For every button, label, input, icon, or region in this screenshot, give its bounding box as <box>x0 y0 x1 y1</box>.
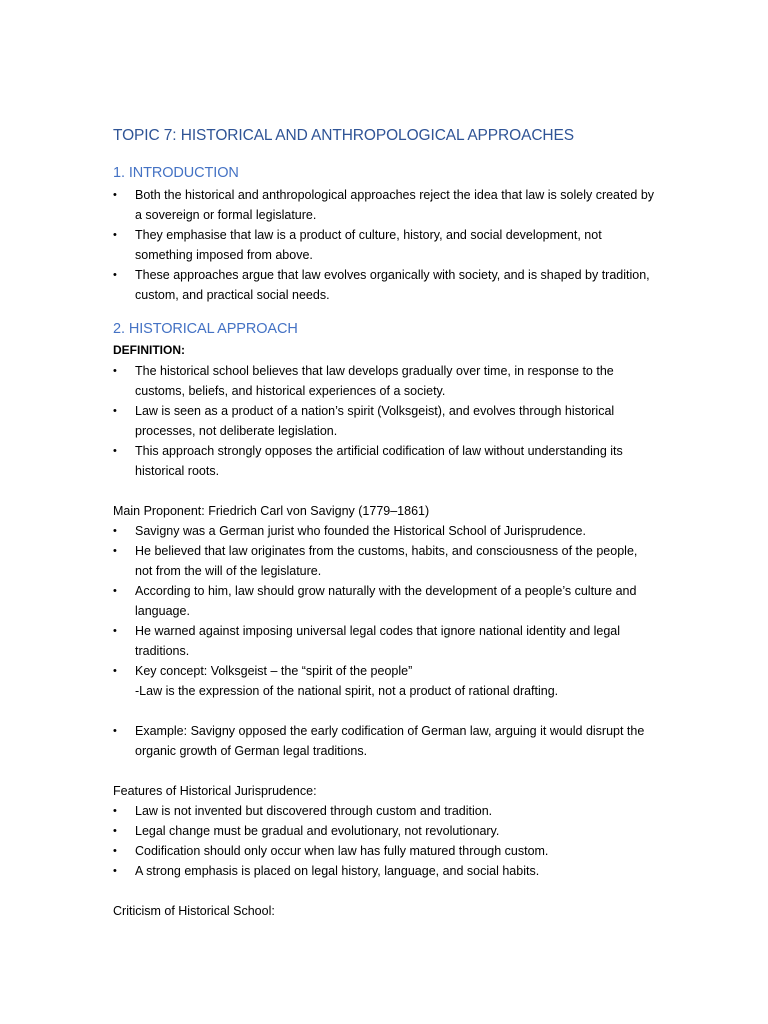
spacer <box>113 481 658 501</box>
bullet-icon: • <box>113 665 117 677</box>
list-item: • Codification should only occur when law has fully matured through custom. <box>113 841 658 861</box>
bullet-icon: • <box>113 405 117 417</box>
bullet-icon: • <box>113 845 117 857</box>
document-content <box>113 126 658 921</box>
bullet-icon: • <box>113 525 117 537</box>
list-item: • According to him, law should grow naturally with the development of a people’s culture and language. <box>113 581 658 621</box>
bullet-icon: • <box>113 189 117 201</box>
spacer <box>113 761 658 781</box>
list-item-key-concept: • Key concept: Volksgeist – the “spirit of the people” -Law is the expression of the national spirit, not a product of rational drafting. <box>113 661 658 701</box>
list-item-example: • Example: Savigny opposed the early codification of German law, arguing it would disrupt the organic growth of German legal traditions. <box>113 721 658 761</box>
features-label: Features of Historical Jurisprudence: <box>113 784 317 798</box>
list-item: • He warned against imposing universal legal codes that ignore national identity and legal traditions. <box>113 621 658 661</box>
example-list <box>113 721 658 761</box>
list-item: • Legal change must be gradual and evolutionary, not revolutionary. <box>113 821 658 841</box>
bullet-icon: • <box>113 445 117 457</box>
bullet-icon: • <box>113 625 117 637</box>
key-concept-detail: -Law is the expression of the national spirit, not a product of rational drafting. <box>135 684 559 698</box>
criticism-label: Criticism of Historical School: <box>113 904 275 918</box>
bullet-icon: • <box>113 269 117 281</box>
list-item: • Law is seen as a product of a nation’s spirit (Volksgeist), and evolves through historical processes, not deliberate legislation. <box>113 401 658 441</box>
spacer <box>113 701 658 721</box>
section-heading-introduction: 1. INTRODUCTION <box>113 165 239 181</box>
list-item: • These approaches argue that law evolves organically with society, and is shaped by tradition, custom, and practical social needs. <box>113 265 658 305</box>
proponent-list <box>113 521 658 701</box>
list-item: • This approach strongly opposes the artificial codification of law without understanding its historical roots. <box>113 441 658 481</box>
list-item: • Both the historical and anthropological approaches reject the idea that law is solely created by a sovereign or formal legislature. <box>113 185 658 225</box>
features-list <box>113 801 658 881</box>
main-proponent-label: Main Proponent: Friedrich Carl von Savigny (1779–1861) <box>113 504 430 518</box>
introduction-list <box>113 185 658 305</box>
definition-list <box>113 361 658 481</box>
list-item: • Savigny was a German jurist who founded the Historical School of Jurisprudence. <box>113 521 658 541</box>
bullet-icon: • <box>113 545 117 557</box>
bullet-icon: • <box>113 805 117 817</box>
list-item: • They emphasise that law is a product of culture, history, and social development, not something imposed from above. <box>113 225 658 265</box>
definition-label: DEFINITION: <box>113 343 185 357</box>
bullet-icon: • <box>113 725 117 737</box>
section-heading-historical-approach: 2. HISTORICAL APPROACH <box>113 321 298 337</box>
bullet-icon: • <box>113 865 117 877</box>
spacer <box>113 881 658 901</box>
bullet-icon: • <box>113 825 117 837</box>
bullet-icon: • <box>113 229 117 241</box>
list-item: • He believed that law originates from the customs, habits, and consciousness of the people, not from the will of the legislature. <box>113 541 658 581</box>
page-title: TOPIC 7: HISTORICAL AND ANTHROPOLOGICAL APPROACHES <box>113 127 574 144</box>
bullet-icon: • <box>113 585 117 597</box>
list-item: • The historical school believes that law develops gradually over time, in response to the customs, beliefs, and historical experiences of a society. <box>113 361 658 401</box>
list-item: • Law is not invented but discovered through custom and tradition. <box>113 801 658 821</box>
list-item: • A strong emphasis is placed on legal history, language, and social habits. <box>113 861 658 881</box>
bullet-icon: • <box>113 365 117 377</box>
